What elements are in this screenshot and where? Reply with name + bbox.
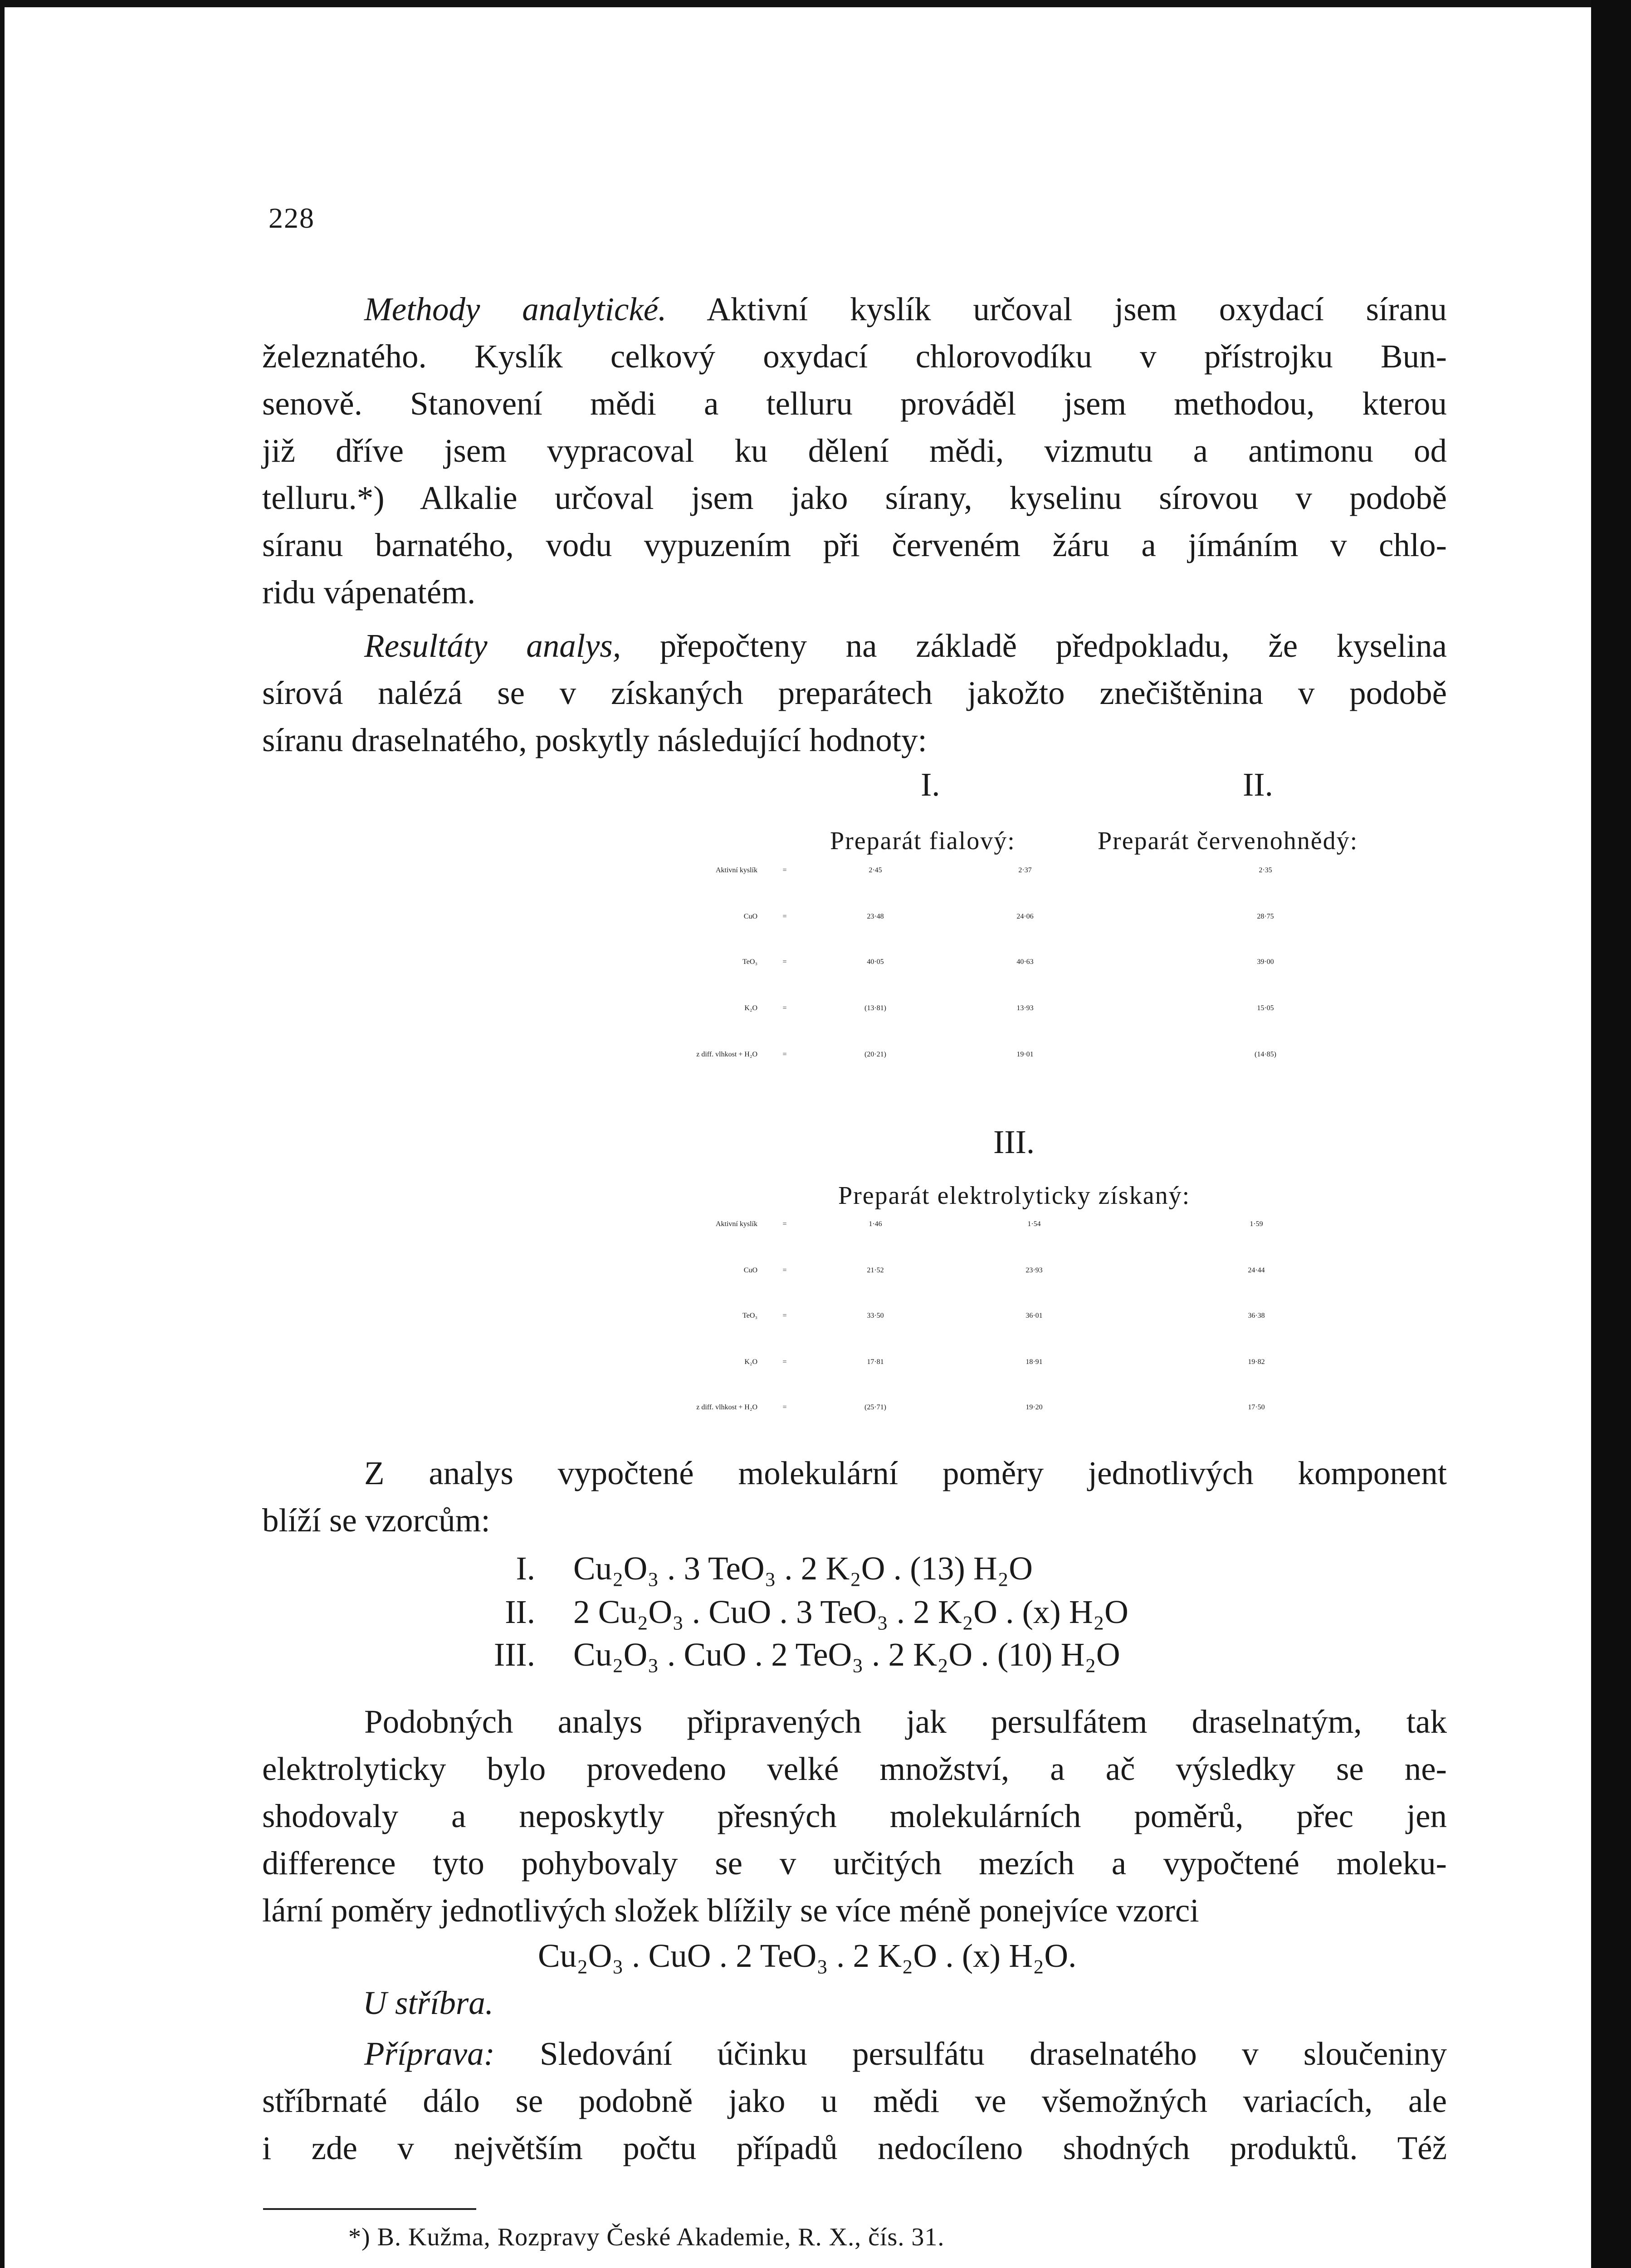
page-number: 228 bbox=[269, 202, 315, 234]
text-line: síranu draselnatého, poskytly následující hodnoty: bbox=[262, 722, 927, 758]
formula-number: I. bbox=[516, 1550, 535, 1587]
text-line: elektrolyticky bylo provedeno velké množství, a ač výsledky se ne- bbox=[262, 1750, 1447, 1787]
italic-lead: Resultáty analys, bbox=[364, 627, 621, 664]
footnote: *) B. Kužma, Rozpravy České Akademie, R. X., čís. 31. bbox=[348, 2223, 945, 2251]
table-cell: 24·06 bbox=[1016, 913, 1034, 920]
row-label: K₂O bbox=[744, 1004, 757, 1012]
text-line: i zde v největším počtu případů nedocíleno shodných produktů. Též bbox=[262, 2130, 1447, 2166]
table-cell: (13·81) bbox=[864, 1004, 886, 1012]
formula: Cu₂O₃ . CuO . 2 TeO₃ . 2 K₂O . (10) H₂O bbox=[573, 1636, 1120, 1673]
column-subheading: Preparát fialový: bbox=[830, 827, 1016, 855]
column-subheading: Preparát červenohnědý: bbox=[1098, 827, 1358, 855]
table-cell: 24·44 bbox=[1248, 1266, 1265, 1274]
scan-border-top bbox=[0, 0, 1631, 7]
table-cell: 33·50 bbox=[867, 1312, 884, 1320]
column-subheading: Preparát elektrolyticky získaný: bbox=[838, 1182, 1191, 1210]
formula: 2 Cu₂O₃ . CuO . 3 TeO₃ . 2 K₂O . (x) H₂O bbox=[573, 1593, 1128, 1630]
formula-final: Cu₂O₃ . CuO . 2 TeO₃ . 2 K₂O . (x) H₂O. bbox=[538, 1937, 1077, 1974]
table-cell: 18·91 bbox=[1025, 1358, 1043, 1366]
row-label: TeO₃ bbox=[742, 1312, 757, 1320]
equals-sign: = bbox=[782, 1004, 787, 1012]
equals-sign: = bbox=[782, 1266, 787, 1274]
table-cell: 23·48 bbox=[867, 913, 884, 920]
row-label: CuO bbox=[743, 913, 757, 920]
table-cell: 23·93 bbox=[1025, 1266, 1043, 1274]
row-label: K₂O bbox=[744, 1358, 757, 1366]
table-cell: 21·52 bbox=[867, 1266, 884, 1274]
text-line: lární poměry jednotlivých složek blížily se více méně ponejvíce vzorci bbox=[262, 1892, 1199, 1929]
table-cell: 19·82 bbox=[1248, 1358, 1265, 1366]
table-cell: (20·21) bbox=[864, 1051, 886, 1058]
table-cell: 2·45 bbox=[869, 866, 882, 874]
text-line: senově. Stanovení mědi a telluru prováděl jsem methodou, kterou bbox=[262, 385, 1447, 422]
equals-sign: = bbox=[782, 1051, 787, 1058]
text-line: Methody analytické. Aktivní kyslík určoval jsem oxydací síranu bbox=[364, 291, 1447, 327]
text-line: telluru.*) Alkalie určoval jsem jako sírany, kyselinu sírovou v podobě bbox=[262, 479, 1447, 516]
text-line: ridu vápenatém. bbox=[262, 574, 476, 611]
table-cell: 28·75 bbox=[1257, 913, 1274, 920]
text-line: již dříve jsem vypracoval ku dělení mědi, vizmutu a antimonu od bbox=[262, 432, 1447, 469]
table-cell: 1·54 bbox=[1027, 1220, 1041, 1228]
column-heading-roman: II. bbox=[1243, 766, 1273, 803]
equals-sign: = bbox=[782, 1358, 787, 1366]
table-cell: 15·05 bbox=[1257, 1004, 1274, 1012]
text-line: stříbrnaté dálo se podobně jako u mědi ve všemožných variacích, ale bbox=[262, 2082, 1447, 2119]
table-cell: 1·46 bbox=[869, 1220, 882, 1228]
equals-sign: = bbox=[782, 958, 787, 966]
table-cell: 40·63 bbox=[1016, 958, 1034, 966]
text-line: shodovaly a neposkytly přesných molekulárních poměrů, přec jen bbox=[262, 1798, 1447, 1834]
table-cell: 2·35 bbox=[1259, 866, 1272, 874]
equals-sign: = bbox=[782, 913, 787, 920]
equals-sign: = bbox=[782, 1403, 787, 1411]
table-cell: (14·85) bbox=[1255, 1051, 1276, 1058]
column-heading-roman: III. bbox=[993, 1124, 1035, 1160]
equals-sign: = bbox=[782, 866, 787, 874]
row-label: z diff. vlhkost + H₂O bbox=[696, 1051, 757, 1058]
table-cell: 2·37 bbox=[1018, 866, 1032, 874]
table-cell: 40·05 bbox=[867, 958, 884, 966]
formula: Cu₂O₃ . 3 TeO₃ . 2 K₂O . (13) H₂O bbox=[573, 1550, 1033, 1587]
table-cell: 36·38 bbox=[1248, 1312, 1265, 1320]
section-heading: U stříbra. bbox=[363, 1984, 494, 2021]
formula-number: II. bbox=[505, 1593, 535, 1630]
paragraph-molecular-ratios bbox=[262, 1450, 1447, 1544]
footnote-divider bbox=[263, 2208, 476, 2210]
table-cell: 19·01 bbox=[1016, 1051, 1034, 1058]
text-line: Resultáty analys, přepočteny na základě předpokladu, že kyselina bbox=[364, 627, 1447, 664]
row-label: TeO₃ bbox=[742, 958, 757, 966]
table-cell: (25·71) bbox=[864, 1403, 886, 1411]
text-line: Z analys vypočtené molekulární poměry jednotlivých komponent bbox=[364, 1455, 1447, 1491]
italic-lead: Příprava: bbox=[364, 2035, 495, 2072]
table-cell: 1·59 bbox=[1250, 1220, 1263, 1228]
text-line: Příprava: Sledování účinku persulfátu draselnatého v sloučeniny bbox=[364, 2035, 1447, 2072]
text-line: železnatého. Kyslík celkový oxydací chlorovodíku v přístrojku Bun- bbox=[262, 338, 1447, 375]
italic-lead: Methody analytické. bbox=[364, 291, 667, 327]
row-label: Aktivní kyslík bbox=[715, 866, 757, 874]
row-label: CuO bbox=[743, 1266, 757, 1274]
text-line: síranu barnatého, vodu vypuzením při červeném žáru a jímáním v chlo- bbox=[262, 527, 1447, 563]
paragraph-similar-analyses bbox=[262, 1698, 1447, 1934]
text-line: difference tyto pohybovaly se v určitých mezích a vypočtené moleku- bbox=[262, 1845, 1447, 1882]
table-cell: 19·20 bbox=[1025, 1403, 1043, 1411]
equals-sign: = bbox=[782, 1312, 787, 1320]
text-line: sírová nalézá se v získaných preparátech jakožto znečištěnina v podobě bbox=[262, 675, 1447, 711]
paragraph-preparation bbox=[262, 2030, 1447, 2172]
scan-border-right bbox=[1591, 0, 1631, 2268]
text-line: Podobných analys připravených jak persulfátem draselnatým, tak bbox=[364, 1703, 1447, 1740]
table-cell: 17·50 bbox=[1248, 1403, 1265, 1411]
formula-number: III. bbox=[493, 1636, 535, 1673]
column-heading-roman: I. bbox=[921, 766, 940, 803]
paragraph-results bbox=[262, 622, 1447, 764]
scan-border-left bbox=[0, 0, 5, 2268]
row-label: Aktivní kyslík bbox=[715, 1220, 757, 1228]
table-cell: 39·00 bbox=[1257, 958, 1274, 966]
paragraph-methods bbox=[262, 286, 1447, 616]
equals-sign: = bbox=[782, 1220, 787, 1228]
row-label: z diff. vlhkost + H₂O bbox=[696, 1403, 757, 1411]
table-cell: 13·93 bbox=[1016, 1004, 1034, 1012]
text-line: blíží se vzorcům: bbox=[262, 1502, 490, 1539]
table-cell: 17·81 bbox=[867, 1358, 884, 1366]
table-cell: 36·01 bbox=[1025, 1312, 1043, 1320]
